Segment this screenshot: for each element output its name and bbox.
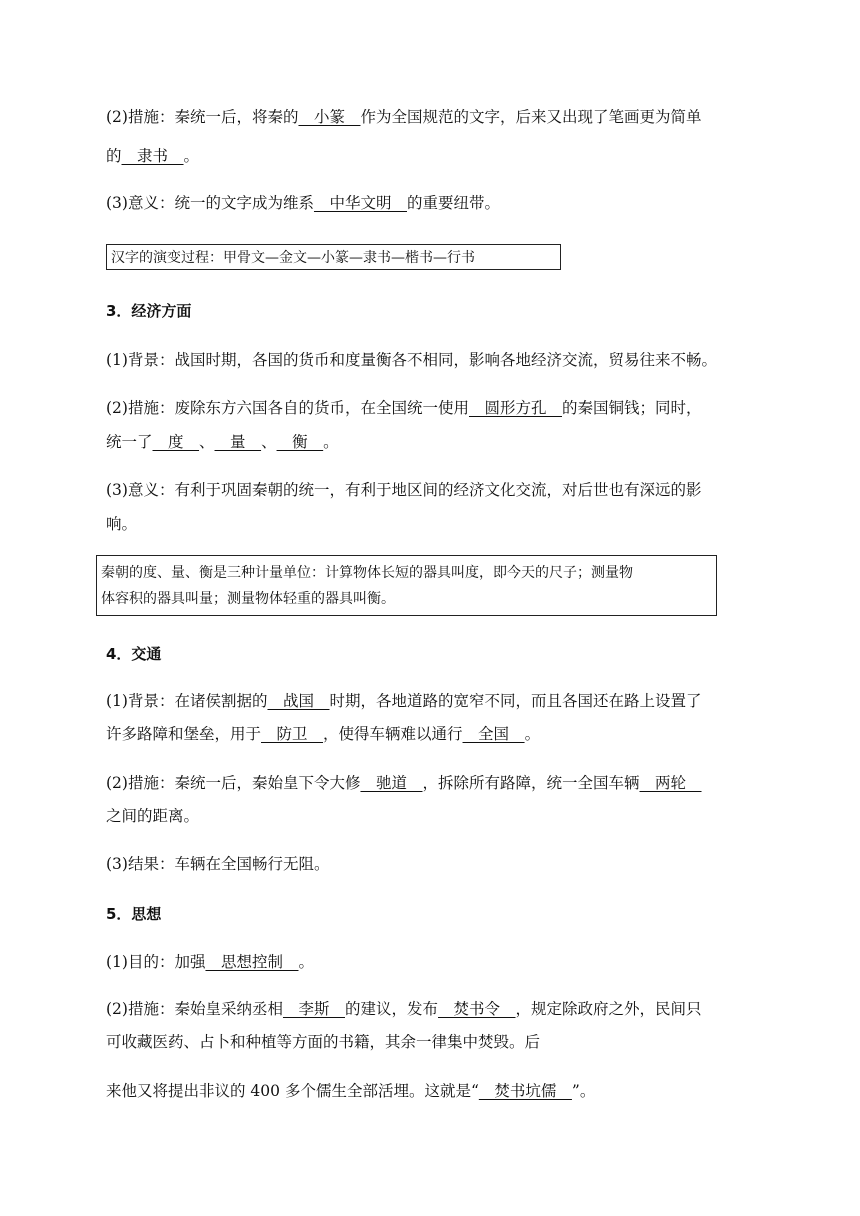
- note-text: 汉字的演变过程：甲骨文—金文—小篆—隶书—楷书—行书: [111, 250, 475, 266]
- answer-blank: __圆形方孔__: [468, 399, 562, 417]
- text: (2)措施：秦统一后，将秦的: [106, 108, 299, 126]
- thought-measure-line-3: [106, 1080, 595, 1102]
- answer-blank: __两轮__: [639, 774, 702, 792]
- text: 作为全国规范的文字，后来又出现了笔画更为简单: [360, 108, 702, 126]
- text: 、: [199, 433, 215, 451]
- text: 来他又将提出非议的 400 多个儒生全部活埋。这就是“: [106, 1082, 479, 1100]
- text: 统一了: [106, 433, 153, 451]
- transport-result: (3)结果：车辆在全国畅行无阻。: [106, 855, 330, 873]
- text: 的重要纽带。: [406, 194, 500, 212]
- economy-background: (1)背景：战国时期，各国的货币和度量衡各不相同，影响各地经济交流，贸易往来不畅。: [106, 351, 717, 369]
- note-box-chinese-script: [106, 244, 561, 270]
- transport-measure-line-2: 之间的距离。: [106, 807, 200, 825]
- text: 、: [261, 433, 277, 451]
- answer-blank: __中华文明__: [313, 194, 407, 212]
- text: ，拆除所有路障，统一全国车辆: [422, 774, 640, 792]
- transport-background-line-1: [106, 690, 702, 712]
- text: 的建议，发布: [344, 1000, 438, 1018]
- text: 许多路障和堡垒，用于: [106, 725, 262, 743]
- answer-blank: __小篆__: [298, 108, 361, 126]
- economy-measure-line-2: [106, 431, 339, 453]
- text: (2)措施：废除东方六国各自的货币，在全国统一使用: [106, 399, 469, 417]
- answer-blank: __量__: [214, 433, 262, 451]
- note-box-measures: [96, 555, 717, 616]
- answer-blank: __驰道__: [360, 774, 423, 792]
- text: ”。: [571, 1082, 596, 1100]
- meaning-line: [106, 192, 500, 214]
- measure-line-1: [106, 106, 702, 128]
- answer-blank: __隶书__: [121, 147, 184, 165]
- section-title-thought: 5．思想: [106, 905, 162, 923]
- note-text: 秦朝的度、量、衡是三种计量单位：计算物体长短的器具叫度，即今天的尺子；测量物: [101, 565, 633, 581]
- economy-meaning-line-2: 响。: [106, 515, 138, 533]
- economy-meaning-line-1: (3)意义：有利于巩固秦朝的统一，有利于地区间的经济文化交流，对后世也有深远的影: [106, 481, 702, 499]
- text: (2)措施：秦始皇采纳丞相: [106, 1000, 283, 1018]
- text: 的: [106, 147, 122, 165]
- thought-purpose: [106, 951, 314, 973]
- text: (3)意义：统一的文字成为维系: [106, 194, 314, 212]
- text: 。: [323, 433, 339, 451]
- thought-measure-line-1: [106, 998, 702, 1020]
- text: 的秦国铜钱；同时，: [561, 399, 702, 417]
- text: (2)措施：秦统一后，秦始皇下令大修: [106, 774, 361, 792]
- note-text: 体容积的器具叫量；测量物体轻重的器具叫衡。: [101, 591, 395, 607]
- transport-background-line-2: [106, 723, 540, 745]
- text: ，规定除政府之外，民间只: [515, 1000, 702, 1018]
- thought-measure-line-2: 可收藏医药、占卜和种植等方面的书籍，其余一律集中焚毁。后: [106, 1033, 541, 1051]
- text: (1)背景：在诸侯割据的: [106, 692, 268, 710]
- measure-line-2: [106, 145, 199, 167]
- answer-blank: __全国__: [462, 725, 525, 743]
- text: 。: [524, 725, 541, 743]
- text: ，使得车辆难以通行: [323, 725, 463, 743]
- answer-blank: __战国__: [267, 692, 330, 710]
- text: 。: [298, 953, 314, 971]
- economy-measure-line-1: [106, 397, 702, 419]
- answer-blank: __李斯__: [282, 1000, 345, 1018]
- text: 时期，各地道路的宽窄不同，而且各国还在路上设置了: [329, 692, 702, 710]
- answer-blank: __焚书令__: [438, 1000, 516, 1018]
- answer-blank: __度__: [152, 433, 200, 451]
- answer-blank: __衡__: [276, 433, 324, 451]
- section-title-transport: 4．交通: [106, 645, 162, 663]
- transport-measure-line-1: [106, 772, 702, 794]
- section-title-economy: 3．经济方面: [106, 302, 192, 320]
- text: 。: [183, 147, 200, 165]
- answer-blank: __焚书坑儒__: [478, 1082, 572, 1100]
- answer-blank: __思想控制__: [205, 953, 299, 971]
- text: (1)目的：加强: [106, 953, 206, 971]
- answer-blank: __防卫__: [261, 725, 324, 743]
